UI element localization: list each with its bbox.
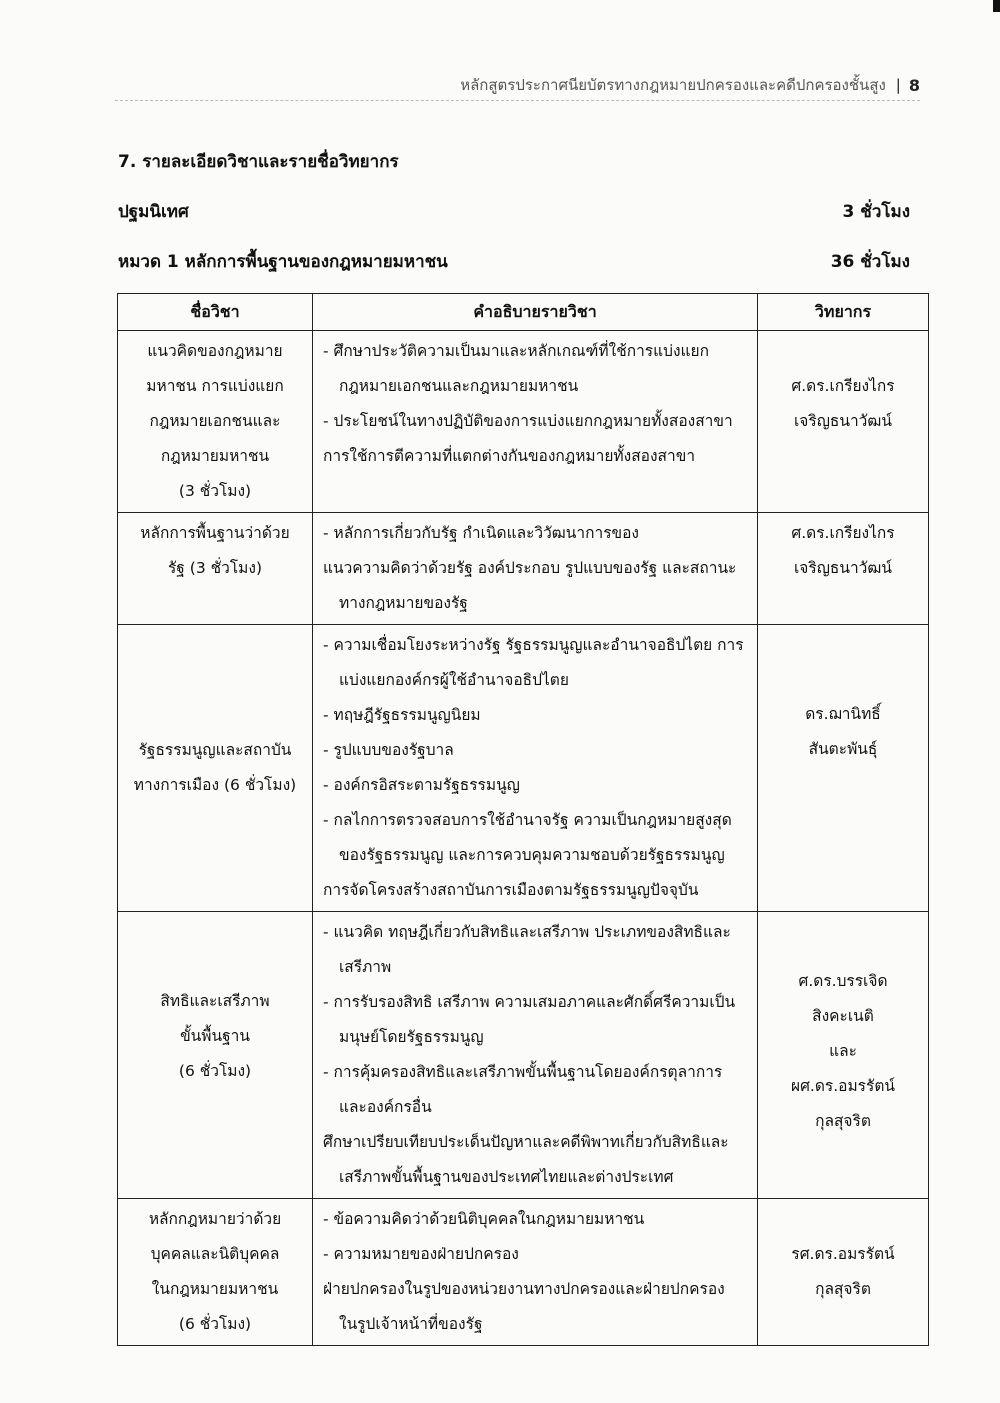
- subject-cell: [118, 1199, 313, 1346]
- description-line: - แนวคิด ทฤษฎีเกี่ยวกับสิทธิและเสรีภาพ ประเภทของสิทธิและ: [323, 923, 731, 941]
- description-line: ของรัฐธรรมนูญ และการควบคุมความชอบด้วยรัฐธรรมนูญ: [339, 846, 725, 864]
- lecturer-line: ศ.ดร.เกรียงไกร: [791, 524, 895, 542]
- header-separator: |: [895, 76, 901, 94]
- section-title: 7. รายละเอียดวิชาและรายชื่อวิทยากร: [118, 152, 399, 172]
- description-line: - หลักการเกี่ยวกับรัฐ กำเนิดและวิวัฒนาการของ: [323, 524, 639, 542]
- subject-line: หลักการพื้นฐานว่าด้วย: [140, 524, 290, 542]
- description-line: - ประโยชน์ในทางปฏิบัติของการแบ่งแยกกฎหมายทั้งสองสาขา: [323, 412, 733, 430]
- table-row: [118, 513, 929, 625]
- table-row: [118, 331, 929, 513]
- subject-line: แนวคิดของกฎหมาย: [147, 342, 283, 360]
- description-line: แนวความคิดว่าด้วยรัฐ องค์ประกอบ รูปแบบของรัฐ และสถานะ: [323, 559, 737, 577]
- orientation-hours: 3 ชั่วโมง: [842, 202, 910, 222]
- description-line: เสรีภาพขั้นพื้นฐานของประเทศไทยและต่างประเทศ: [339, 1168, 674, 1186]
- lecturer-line: ศ.ดร.เกรียงไกร: [791, 377, 895, 395]
- subject-cell: [118, 513, 313, 625]
- description-line: - ความเชื่อมโยงระหว่างรัฐ รัฐธรรมนูญและอำนาจอธิปไตย การ: [323, 636, 744, 654]
- description-line: และองค์กรอื่น: [339, 1098, 432, 1116]
- lecturer-cell: [758, 912, 929, 1199]
- description-line: - รูปแบบของรัฐบาล: [323, 741, 454, 759]
- scan-edge-mark: [993, 0, 1000, 12]
- description-cell: [313, 912, 758, 1199]
- orientation-label: ปฐมนิเทศ: [118, 202, 189, 222]
- lecturer-line: ดร.ฌานิทธิ์: [805, 705, 881, 723]
- table-row: [118, 912, 929, 1199]
- description-line: ในรูปเจ้าหน้าที่ของรัฐ: [339, 1315, 483, 1333]
- lecturer-line: กุลสุจริต: [815, 1280, 871, 1298]
- lecturer-cell: [758, 513, 929, 625]
- description-line: ฝ่ายปกครองในรูปของหน่วยงานทางปกครองและฝ่ายปกครอง: [323, 1280, 725, 1298]
- lecturer-line: ศ.ดร.บรรเจิด: [798, 972, 888, 990]
- description-line: เสรีภาพ: [339, 958, 392, 976]
- header-lecturer: วิทยากร: [758, 294, 929, 331]
- description-line: - ข้อความคิดว่าด้วยนิติบุคคลในกฎหมายมหาชน: [323, 1210, 645, 1228]
- description-line: - การคุ้มครองสิทธิและเสรีภาพขั้นพื้นฐานโดยองค์กรตุลาการ: [323, 1063, 723, 1081]
- description-line: - ทฤษฎีรัฐธรรมนูญนิยม: [323, 706, 481, 724]
- category-line: [118, 248, 910, 275]
- subject-line: (6 ชั่วโมง): [178, 1062, 252, 1080]
- description-line: กฎหมายเอกชนและกฎหมายมหาชน: [339, 377, 579, 395]
- subject-line: ในกฎหมายมหาชน: [151, 1280, 279, 1298]
- category-hours: 36 ชั่วโมง: [830, 252, 910, 272]
- category-label: หมวด 1 หลักการพื้นฐานของกฎหมายมหาชน: [118, 252, 448, 272]
- subject-line: ทางการเมือง (6 ชั่วโมง): [133, 776, 297, 794]
- lecturer-cell: [758, 331, 929, 513]
- subject-line: มหาชน การแบ่งแยก: [146, 377, 284, 395]
- description-cell: [313, 513, 758, 625]
- subject-line: บุคคลและนิติบุคคล: [150, 1245, 280, 1263]
- description-cell: [313, 1199, 758, 1346]
- lecturer-line: สิงคะเนติ: [812, 1007, 874, 1025]
- description-line: - ศึกษาประวัติความเป็นมาและหลักเกณฑ์ที่ใช้การแบ่งแยก: [323, 342, 709, 360]
- lecturer-line: เจริญธนาวัฒน์: [794, 412, 892, 430]
- description-line: ศึกษาเปรียบเทียบประเด็นปัญหาและคดีพิพาทเกี่ยวกับสิทธิและ: [323, 1133, 729, 1151]
- subject-cell: [118, 912, 313, 1199]
- description-line: - การรับรองสิทธิ เสรีภาพ ความเสมอภาคและศักดิ์ศรีความเป็น: [323, 993, 736, 1011]
- header-description: คำอธิบายรายวิชา: [313, 294, 758, 331]
- subject-line: ขั้นพื้นฐาน: [180, 1027, 250, 1045]
- subject-cell: [118, 625, 313, 912]
- description-line: การจัดโครงสร้างสถาบันการเมืองตามรัฐธรรมนูญปัจจุบัน: [323, 881, 699, 899]
- table-row: [118, 625, 929, 912]
- description-line: การใช้การตีความที่แตกต่างกันของกฎหมายทั้งสองสาขา: [323, 447, 696, 465]
- description-line: - กลไกการตรวจสอบการใช้อำนาจรัฐ ความเป็นกฎหมายสูงสุด: [323, 811, 732, 829]
- orientation-line: [118, 198, 910, 225]
- description-line: มนุษย์โดยรัฐธรรมนูญ: [339, 1028, 484, 1046]
- subject-line: รัฐ (3 ชั่วโมง): [167, 559, 263, 577]
- subject-line: กฎหมายเอกชนและ: [149, 412, 281, 430]
- subject-cell: [118, 331, 313, 513]
- description-cell: [313, 625, 758, 912]
- subject-line: (6 ชั่วโมง): [178, 1315, 252, 1333]
- header-subject: ชื่อวิชา: [118, 294, 313, 331]
- table-row: [118, 1199, 929, 1346]
- subject-line: สิทธิและเสรีภาพ: [160, 992, 270, 1010]
- course-table: [117, 293, 929, 1346]
- page-header: [115, 70, 920, 101]
- description-line: ทางกฎหมายของรัฐ: [339, 594, 468, 612]
- page-number: 8: [908, 75, 920, 95]
- description-line: - ความหมายของฝ่ายปกครอง: [323, 1245, 519, 1263]
- lecturer-line: รศ.ดร.อมรรัตน์: [791, 1245, 895, 1263]
- lecturer-line: เจริญธนาวัฒน์: [794, 559, 892, 577]
- lecturer-cell: [758, 625, 929, 912]
- lecturer-line: กุลสุจริต: [815, 1112, 871, 1130]
- description-cell: [313, 331, 758, 513]
- description-line: แบ่งแยกองค์กรผู้ใช้อำนาจอธิปไตย: [339, 671, 569, 689]
- subject-line: รัฐธรรมนูญและสถาบัน: [138, 741, 292, 759]
- subject-line: (3 ชั่วโมง): [178, 482, 252, 500]
- table-header-row: [118, 294, 929, 331]
- header-title: หลักสูตรประกาศนียบัตรทางกฎหมายปกครองและคดีปกครองชั้นสูง: [460, 76, 886, 94]
- lecturer-line: ผศ.ดร.อมรรัตน์: [790, 1077, 895, 1095]
- subject-line: กฎหมายมหาชน: [160, 447, 270, 465]
- lecturer-cell: [758, 1199, 929, 1346]
- subject-line: หลักกฎหมายว่าด้วย: [148, 1210, 282, 1228]
- description-line: - องค์กรอิสระตามรัฐธรรมนูญ: [323, 776, 520, 794]
- lecturer-line: และ: [829, 1042, 857, 1060]
- lecturer-line: สันตะพันธุ์: [808, 740, 878, 758]
